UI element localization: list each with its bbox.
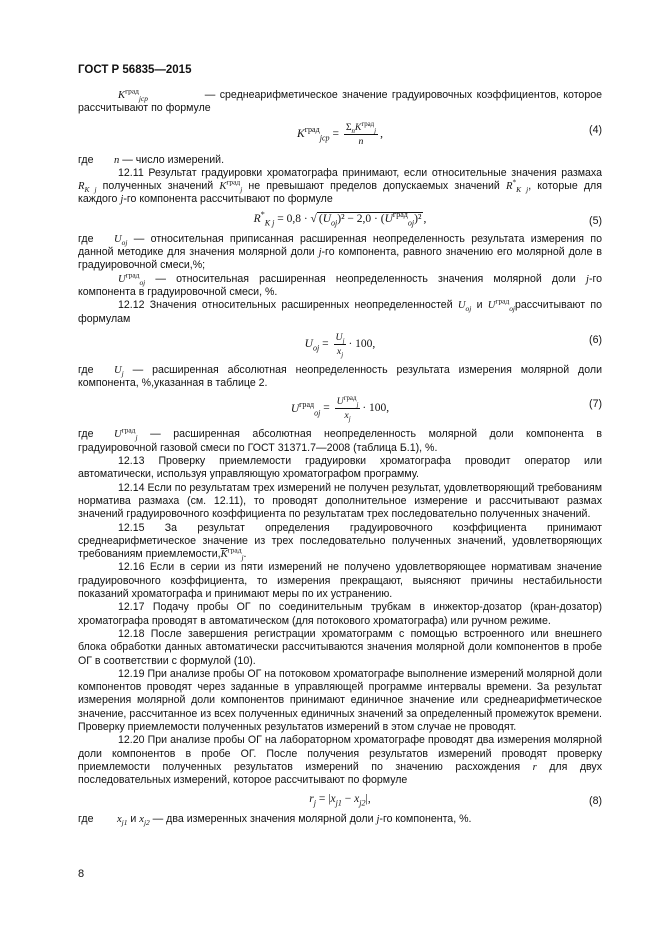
fraction-numerator bbox=[335, 395, 361, 409]
text-run: = 0,8 · bbox=[274, 212, 311, 225]
variable-symbol: R bbox=[78, 181, 85, 193]
math-variable bbox=[344, 410, 351, 424]
text-run: · 100, bbox=[362, 402, 390, 415]
variable-symbol: n bbox=[114, 154, 120, 166]
math-variable bbox=[487, 296, 515, 314]
text-run: и bbox=[471, 299, 488, 312]
formula bbox=[78, 121, 602, 148]
variable-superscript: * bbox=[260, 209, 265, 219]
where-label: где bbox=[78, 232, 94, 245]
where-label: где bbox=[78, 153, 94, 166]
math-variable bbox=[220, 545, 244, 563]
math-variable bbox=[297, 124, 330, 143]
variable-superscript: град bbox=[361, 120, 375, 128]
text-run: — расширенная абсолютная неопределенность результата измерения молярной доли компонента, %,указанная в таблице 2. bbox=[78, 363, 602, 390]
variable-superscript: * bbox=[512, 177, 517, 187]
variable-symbol: R bbox=[505, 181, 513, 193]
text-run: − bbox=[341, 793, 355, 806]
math-variable bbox=[309, 793, 316, 808]
math-variable bbox=[114, 234, 127, 245]
formula-number: (4) bbox=[589, 123, 602, 136]
text-run: — число измерений. bbox=[119, 153, 225, 166]
paragraph bbox=[78, 270, 602, 300]
variable-symbol: U bbox=[336, 396, 344, 408]
document-body bbox=[78, 86, 603, 828]
variable-subscript: j bbox=[241, 553, 244, 563]
math-variable bbox=[290, 399, 321, 417]
page-number: 8 bbox=[78, 867, 85, 880]
variable-symbol: j bbox=[585, 273, 589, 285]
text-run: = bbox=[329, 127, 342, 140]
math-variable bbox=[355, 122, 376, 133]
variable-subscript: oj bbox=[465, 304, 472, 314]
variable-subscript: j bbox=[342, 337, 345, 345]
fraction-numerator bbox=[334, 331, 347, 345]
variable-symbol: K bbox=[219, 181, 227, 193]
fraction-denominator bbox=[334, 345, 347, 358]
variable-symbol: U bbox=[384, 212, 393, 225]
math-variable bbox=[116, 814, 128, 828]
variable-symbol: x bbox=[354, 793, 360, 806]
math-variable bbox=[330, 793, 342, 808]
text-run: )² bbox=[414, 212, 422, 225]
variable-subscript: j bbox=[348, 416, 351, 424]
variable-symbol: K bbox=[354, 121, 362, 133]
text-run: = bbox=[320, 402, 333, 415]
variable-subscript: n bbox=[351, 127, 355, 135]
text-run: 12.16 Если в серии из пяти измерений не получено удовлетворяющее нормативам значение градуировочного коэффициента, то измерения прекращают, выясняют причины нестабильности показаний хроматографа и принимают меры по их устранению. bbox=[78, 561, 602, 601]
variable-symbol: x bbox=[116, 814, 122, 826]
math-variable bbox=[359, 136, 364, 147]
variable-symbol: R bbox=[253, 212, 261, 225]
where-clause bbox=[78, 425, 602, 455]
variable-subscript: oj bbox=[121, 237, 128, 247]
where-clause bbox=[78, 233, 602, 273]
math-variable bbox=[354, 793, 366, 808]
fraction-denominator bbox=[335, 409, 361, 422]
where-clause bbox=[78, 364, 602, 391]
text-run: 12.14 Если по результатам трех измерений не получен результат, удовлетворяющий требованиям норматива размаха (см. 12.11), то проводят дополнительное измерение и рассчитывают размах значений градуировочного коэффициента по результатам трех последовательно полученных значений. bbox=[78, 481, 602, 521]
text-run: 12.18 После завершения регистрации хроматограмм с помощью встроенного или внешнего блока обработки данных автоматически рассчитываются значения молярной доли компонентов в пробе ОГ в соответствии с формулой (10). bbox=[78, 627, 602, 667]
paragraph bbox=[78, 482, 602, 522]
fraction-numerator bbox=[344, 121, 378, 135]
formula-number: (7) bbox=[589, 398, 602, 411]
text-run: -го компонента, равного значению его молярной доле в градуировочной смеси,%; bbox=[78, 246, 603, 272]
variable-subscript: j2 bbox=[143, 818, 150, 828]
paragraph bbox=[78, 601, 602, 628]
text-run: полученных значений bbox=[96, 180, 220, 193]
variable-superscript: град bbox=[121, 425, 136, 435]
math-variable bbox=[118, 270, 146, 287]
text-run: 12.12 Значения относительных расширенных неопределенностей bbox=[118, 299, 458, 312]
paragraph bbox=[78, 628, 602, 668]
variable-subscript: K j bbox=[516, 185, 529, 195]
text-run: — два измеренных значения молярной доли bbox=[149, 813, 377, 826]
paragraph bbox=[78, 455, 602, 482]
math-variable bbox=[139, 814, 150, 828]
variable-superscript: град bbox=[304, 124, 320, 134]
paragraph bbox=[78, 522, 602, 562]
variable-superscript: град bbox=[392, 209, 408, 219]
text-run: не превышают пределов допускаемых значений bbox=[242, 180, 506, 193]
variable-superscript: град bbox=[299, 399, 315, 409]
variable-symbol: U bbox=[114, 364, 122, 376]
variable-symbol: U bbox=[487, 300, 496, 312]
text-run: , bbox=[380, 127, 383, 140]
math-variable bbox=[78, 181, 97, 195]
math-variable bbox=[336, 332, 345, 343]
fraction bbox=[335, 395, 361, 422]
variable-symbol: r bbox=[532, 761, 537, 773]
variable-symbol: U bbox=[118, 273, 126, 285]
variable-superscript: град bbox=[125, 86, 139, 96]
where-label: где bbox=[78, 428, 94, 441]
variable-symbol: U bbox=[114, 429, 122, 441]
formula-number: (6) bbox=[589, 333, 602, 346]
variable-symbol: n bbox=[358, 135, 364, 147]
variable-symbol: U bbox=[457, 300, 466, 312]
text-run: — расширенная абсолютная неопределенность молярной доли компонента в градуировочной газовой смеси по ГОСТ 31371.7—2008 (таблица Б.1), %. bbox=[78, 428, 602, 454]
text-run: — среднеарифметическое значение градуировочных коэффициентов, которое рассчитывают по формуле bbox=[78, 89, 602, 115]
math-variable bbox=[505, 177, 529, 195]
variable-symbol: x bbox=[330, 793, 336, 806]
variable-symbol: U bbox=[114, 233, 122, 245]
text-run: = bbox=[319, 338, 332, 350]
fraction bbox=[334, 331, 347, 358]
math-variable bbox=[337, 346, 343, 357]
paragraph bbox=[78, 668, 602, 734]
variable-symbol: K bbox=[297, 127, 305, 140]
variable-subscript: j bbox=[356, 402, 359, 410]
text-run: -го компонента в градуировочной смеси, %. bbox=[78, 272, 602, 298]
formula bbox=[78, 209, 602, 228]
text-run: 12.15 За результат определения градуировочного коэффициента принимают среднеарифметическое значение из трех последовательно полученных значений, удовлетворяющих требованиям приемлемости, bbox=[78, 521, 602, 561]
text-run: 12.11 Результат градуировки хроматографа принимают, если относительные значения размаха bbox=[118, 166, 602, 179]
paragraph bbox=[78, 734, 602, 787]
text-run: — относительная расширенная неопределенность значения молярной доли bbox=[145, 272, 586, 285]
math-variable bbox=[384, 209, 415, 228]
variable-symbol: r bbox=[309, 793, 314, 806]
math-variable bbox=[114, 365, 124, 376]
square-root bbox=[310, 209, 427, 228]
text-run: . bbox=[243, 548, 247, 561]
variable-superscript: град bbox=[227, 545, 242, 555]
formula-number: (8) bbox=[589, 795, 602, 808]
fraction bbox=[344, 121, 378, 148]
text-run: = | bbox=[316, 793, 331, 806]
variable-symbol: U bbox=[304, 338, 313, 350]
text-run: -го компонента, %. bbox=[379, 813, 472, 826]
variable-subscript: jср bbox=[138, 94, 148, 104]
variable-subscript: j bbox=[240, 185, 243, 195]
text-run: -го компонента рассчитывают по формуле bbox=[123, 193, 333, 206]
variable-subscript: j2 bbox=[359, 798, 366, 808]
paragraph bbox=[78, 86, 602, 116]
variable-subscript: oj bbox=[312, 343, 320, 353]
variable-subscript: K j bbox=[264, 218, 275, 228]
math-variable bbox=[336, 395, 359, 410]
math-variable bbox=[322, 212, 338, 228]
radicand bbox=[317, 209, 427, 228]
where-clause bbox=[78, 154, 602, 167]
text-run: )² − 2,0 · ( bbox=[337, 212, 385, 225]
variable-symbol: K bbox=[118, 90, 126, 101]
math-variable bbox=[118, 86, 148, 104]
document-header: ГОСТ Р 56835—2015 bbox=[78, 64, 192, 76]
variable-subscript: jср bbox=[319, 133, 330, 143]
variable-subscript: oj bbox=[331, 218, 338, 228]
variable-symbol: x bbox=[344, 410, 349, 422]
variable-symbol: x bbox=[336, 345, 342, 357]
fraction-denominator bbox=[344, 135, 378, 148]
text-run: · 100, bbox=[348, 338, 376, 350]
variable-symbol: j bbox=[120, 194, 124, 206]
variable-superscript: град bbox=[125, 270, 140, 280]
text-run: и bbox=[127, 813, 140, 826]
variable-subscript: j bbox=[313, 798, 316, 808]
text-run: — относительная приписанная расширенная неопределенность результата измерения по данной методике для значения молярной доли bbox=[78, 232, 602, 259]
math-variable bbox=[114, 425, 138, 443]
text-run: , которые для каждого bbox=[78, 180, 602, 206]
variable-symbol: x bbox=[139, 814, 144, 826]
math-variable bbox=[253, 209, 275, 228]
text-run: |, bbox=[365, 793, 371, 806]
variable-symbol: j bbox=[318, 247, 322, 259]
variable-superscript: град bbox=[343, 395, 357, 403]
variable-superscript: град bbox=[495, 296, 510, 306]
text-run: Σ bbox=[345, 121, 352, 133]
text-run: для двух последовательных измерений, которое рассчитывают по формуле bbox=[78, 760, 603, 787]
formula bbox=[78, 395, 602, 422]
radical-sign: √ bbox=[310, 212, 317, 225]
variable-subscript: oj bbox=[139, 277, 146, 287]
variable-symbol: U bbox=[335, 331, 343, 343]
where-label: где bbox=[78, 813, 94, 826]
variable-subscript: j1 bbox=[121, 818, 128, 828]
variable-subscript: j bbox=[121, 368, 124, 378]
variable-symbol: U bbox=[290, 402, 300, 415]
math-variable bbox=[457, 300, 472, 314]
variable-symbol: U bbox=[322, 212, 332, 225]
formula bbox=[78, 792, 602, 807]
text-run: 12.20 При анализе пробы ОГ на лабораторном хроматографе проводят два измерения молярной доли компонентов в пробе ОГ. После получения результатов измерений проводят проверку приемлемости полученных результатов измерений по значению расхождения bbox=[78, 734, 602, 773]
formula-number: (5) bbox=[589, 214, 602, 227]
formula bbox=[78, 331, 602, 358]
where-clause bbox=[78, 813, 602, 826]
variable-subscript: j bbox=[135, 433, 138, 443]
variable-superscript: град bbox=[226, 177, 241, 187]
paragraph bbox=[78, 296, 603, 326]
math-variable bbox=[304, 338, 320, 353]
variable-symbol: $\overline{K}$ bbox=[220, 549, 228, 561]
paragraph bbox=[78, 561, 602, 601]
text-run: 12.17 Подачу пробы ОГ по соединительным трубкам в инжектор-дозатор (кран-дозатор) хроматографа проводят в автоматическом (для потокового хроматографа) или ручном режиме. bbox=[78, 601, 602, 627]
text-run: ( bbox=[318, 212, 323, 225]
variable-subscript: oj bbox=[314, 407, 321, 417]
text-run: , bbox=[423, 212, 427, 225]
text-run: 12.19 При анализе пробы ОГ на потоковом хроматографе выполнение измерений молярной доли компонентов проводят через заданные в управляющей программе интервалы времени. За результат измерения молярной доли компонентов принимают единичное значение или среднеарифметическое значение, рассчитанное из всех полученных единичных значений за определенный промежуток времени. Проверку приемлемости полученных результатов измерений в этом случае не проводят. bbox=[78, 667, 602, 733]
variable-subscript: j bbox=[341, 351, 344, 359]
where-label: где bbox=[78, 363, 94, 376]
variable-subscript: K j bbox=[84, 185, 97, 195]
variable-subscript: j1 bbox=[335, 798, 342, 808]
variable-subscript: j bbox=[374, 127, 377, 135]
variable-subscript: oj bbox=[407, 218, 415, 228]
paragraph bbox=[78, 167, 602, 207]
variable-symbol: j bbox=[376, 814, 380, 826]
text-run: 12.13 Проверку приемлемости градуировки хроматографа проводит оператор или автоматически, используя управляющую хроматографом программу. bbox=[78, 455, 602, 481]
math-variable bbox=[219, 177, 243, 195]
text-run: рассчитывают по формулам bbox=[78, 299, 603, 325]
variable-subscript: oj bbox=[509, 304, 515, 314]
